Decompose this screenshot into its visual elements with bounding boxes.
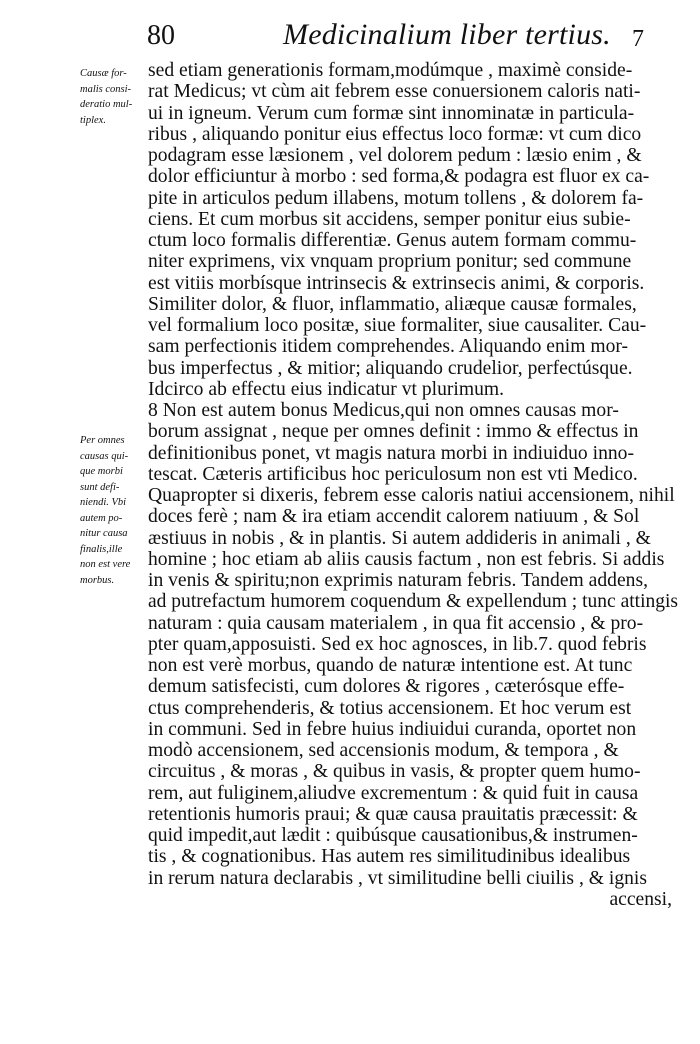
text-line: æstiuus in nobis , & in plantis. Si autem addideris in animali , & (148, 527, 651, 549)
margin-note-line: que morbi (80, 466, 123, 477)
text-line: Quapropter si dixeris, febrem esse caloris natiui accensionem, nihil (148, 485, 675, 506)
text-line: est vitiis morbísque intrinsecis & extrinsecis animi, & corporis. (148, 272, 645, 294)
text-line: ciens. Et cum morbus sit accidens, semper ponitur eius subie- (148, 208, 631, 230)
page-number: 80 (147, 20, 175, 51)
text-line: pter quam,apposuisti. Sed ex hoc agnosces, in lib.7. quod febris (148, 633, 647, 655)
corner-mark: 7 (632, 26, 644, 52)
text-line: ribus , aliquando ponitur eius effectus loco formæ: vt cum dico (148, 123, 642, 145)
text-line: quid impedit,aut lædit : quibúsque causationibus,& instrumen- (148, 825, 638, 846)
text-line: podagram esse læsionem , vel dolorem pedum : læsio enim , & (148, 145, 642, 166)
text-line: doces ferè ; nam & ira etiam accendit calorem natiuum , & Sol (148, 506, 640, 528)
text-line: sam perfectionis itidem comprehendes. Aliquando enim mor- (148, 336, 629, 358)
text-line: ad putrefactum humorem coquendum & expellendum ; tunc attingis (148, 591, 679, 613)
text-line: rem, aut fuliginem,aliudve excrementum : & quid fuit in causa (148, 782, 639, 804)
text-line: Similiter dolor, & fluor, inflammatio, aliæque causæ formales, (148, 293, 637, 315)
text-line: naturam : quia causam materialem , in qua fit accensio , & pro- (148, 612, 644, 634)
text-line: modò accensionem, sed accensionis modum, & tempora , & (148, 740, 619, 761)
margin-note-line: Causæ for- (80, 68, 127, 79)
text-line: ui in igneum. Verum cum formæ sint innominatæ in particula- (148, 102, 635, 124)
catchword: accensi, (609, 888, 672, 910)
text-line: retentionis humoris praui; & quæ causa prauitatis præcessit: & (148, 803, 638, 825)
margin-note-line: autem po- (80, 512, 123, 524)
text-line: bus imperfectus , & mitior; aliquando crudelior, perfectúsque. (148, 357, 633, 379)
text-line: circuitus , & moras , & quibus in vasis, & propter quem humo- (148, 761, 641, 783)
text-line: homine ; hoc etiam ab aliis causis factum , non est febris. Si addis (148, 548, 665, 570)
text-line: in communi. Sed in febre huius indiuidui curanda, oportet non (148, 718, 637, 740)
margin-note-line: nitur causa (80, 528, 128, 539)
text-line: rat Medicus; vt cùm ait febrem esse conuersionem caloris nati- (148, 81, 641, 103)
text-line: definitionibus ponet, vt magis natura morbi in indiuiduo inno- (148, 442, 634, 464)
text-line: non est verè morbus, quando de naturæ intentione est. At tunc (148, 655, 633, 676)
running-title: Medicinalium liber tertius. (283, 18, 611, 51)
margin-note-line: finalis,ille (80, 543, 123, 555)
margin-note-line: non est vere (80, 559, 131, 570)
margin-note-line: niendi. Vbi (80, 497, 127, 508)
text-line: niter exprimens, vix vnquam proprium ponitur; sed commune (148, 251, 632, 273)
margin-note-line: causas qui- (80, 450, 129, 462)
margin-note-line: deratio mul- (80, 99, 133, 110)
margin-note-formal-cause (80, 66, 150, 128)
text-line: tis , & cognationibus. Has autem res similitudinibus idealibus (148, 846, 631, 868)
text-line: Idcirco ab effectu eius indicatur vt plurimum. (148, 378, 505, 400)
body-text (148, 60, 678, 910)
text-line: dolor efficiuntur à morbo : sed forma,& podagra est fluor ex ca- (148, 166, 650, 188)
text-line: ctus comprehenderis, & totius accensionem. Et hoc verum est (148, 697, 632, 719)
margin-note-line: malis consi- (80, 83, 132, 95)
margin-note-all-causes (80, 433, 150, 588)
margin-note-line: tiplex. (80, 114, 106, 126)
text-line: borum assignat , neque per omnes definit : immo & effectus in (148, 421, 639, 443)
text-line: 8 Non est autem bonus Medicus,qui non omnes causas mor- (148, 400, 619, 421)
text-line: demum satisfecisti, cum dolores & rigores , cæterósque effe- (148, 676, 625, 698)
text-line: in rerum natura declarabis , vt similitudine belli ciuilis , & ignis (148, 867, 647, 889)
text-line: vel formalium loco positæ, siue formaliter, siue causaliter. Cau- (148, 315, 647, 336)
text-line: in venis & spiritu;non exprimis naturam febris. Tandem addens, (148, 570, 648, 591)
margin-note-line: sunt defi- (80, 481, 120, 493)
text-line: sed etiam generationis formam,modúmque , maximè conside- (148, 60, 633, 81)
page-header (0, 18, 700, 58)
text-line: ctum loco formalis differentiæ. Genus autem formam commu- (148, 230, 637, 251)
margin-note-line: morbus. (80, 574, 115, 586)
text-line: tescat. Cæteris artificibus hoc periculosum non est vti Medico. (148, 463, 638, 485)
text-line: pite in articulos pedum illabens, motum tollens , & dolorem fa- (148, 187, 644, 209)
margin-note-line: Per omnes (80, 435, 125, 446)
